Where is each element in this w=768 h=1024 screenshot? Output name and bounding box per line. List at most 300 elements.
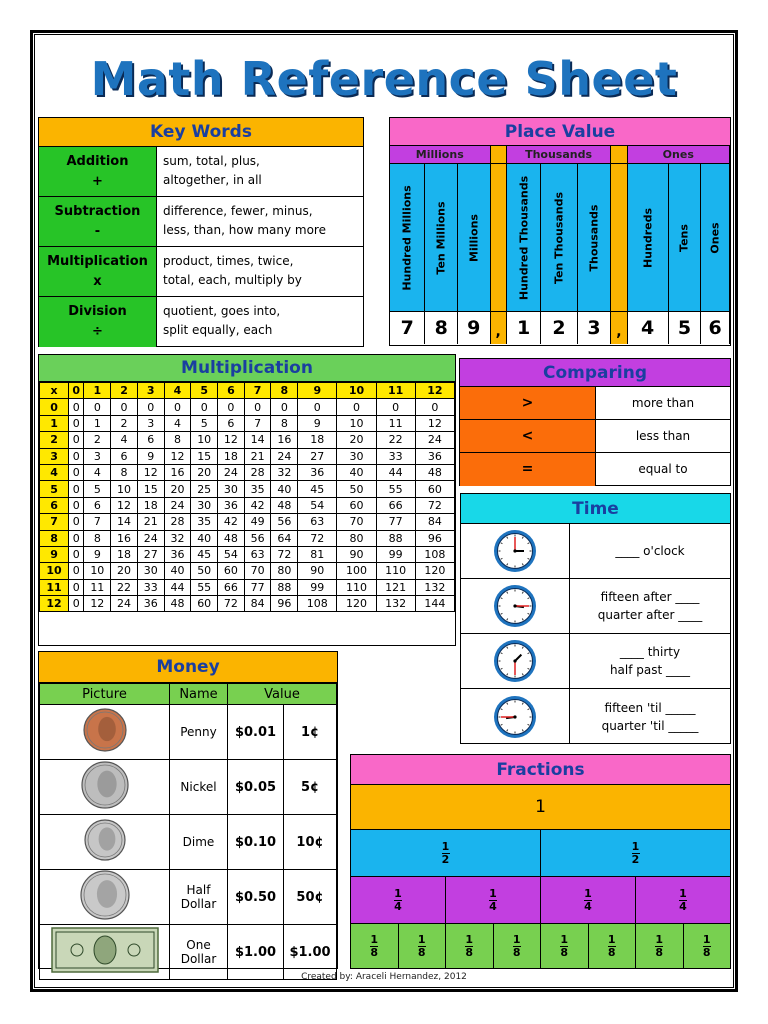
place-value-column bbox=[541, 164, 577, 311]
multiplication-cell: 81 bbox=[298, 546, 337, 562]
multiplication-cell: 24 bbox=[271, 448, 298, 464]
multiplication-cell: 0 bbox=[271, 399, 298, 415]
money-name bbox=[170, 870, 228, 925]
multiplication-cell: 80 bbox=[337, 530, 376, 546]
operation-name: Division bbox=[68, 304, 127, 319]
key-word-description bbox=[157, 247, 363, 296]
multiplication-cell: 132 bbox=[376, 596, 415, 612]
fraction bbox=[394, 886, 402, 913]
place-value-separator bbox=[611, 164, 627, 311]
multiplication-cell: 7 bbox=[244, 415, 271, 431]
fraction-denominator: 8 bbox=[465, 945, 474, 959]
place-value-digit: 4 bbox=[628, 312, 669, 344]
multiplication-cell: 70 bbox=[337, 514, 376, 530]
multiplication-cell: 22 bbox=[376, 432, 415, 448]
clock-icon bbox=[492, 528, 538, 574]
multiplication-cell: 21 bbox=[244, 448, 271, 464]
place-value-column-label: Ten Millions bbox=[434, 200, 448, 275]
operation-symbol: + bbox=[92, 174, 103, 189]
time-clock-cell bbox=[461, 689, 570, 744]
multiplication-cell: 40 bbox=[164, 563, 191, 579]
time-panel bbox=[460, 493, 731, 744]
fraction-numerator: 1 bbox=[584, 886, 592, 900]
multiplication-row bbox=[40, 481, 455, 497]
money-name-line: Half bbox=[186, 883, 211, 897]
multiplication-column-header: 5 bbox=[191, 383, 218, 399]
fraction-numerator: 1 bbox=[370, 932, 379, 946]
key-words-list bbox=[39, 147, 363, 347]
half-dollar-icon bbox=[50, 870, 160, 920]
fraction-numerator: 1 bbox=[465, 932, 474, 946]
comparing-row bbox=[460, 420, 730, 453]
multiplication-cell: 42 bbox=[244, 497, 271, 513]
comparing-list bbox=[460, 387, 730, 486]
money-cent-value: $1.00 bbox=[284, 925, 337, 980]
multiplication-cell: 0 bbox=[69, 432, 84, 448]
multiplication-cell: 84 bbox=[415, 514, 454, 530]
multiplication-cell: 0 bbox=[69, 448, 84, 464]
multiplication-cell: 6 bbox=[137, 432, 164, 448]
multiplication-cell: 108 bbox=[415, 546, 454, 562]
comparing-text: more than bbox=[631, 396, 695, 410]
multiplication-cell: 32 bbox=[271, 464, 298, 480]
operation-name: Subtraction bbox=[54, 204, 141, 219]
multiplication-row-header: 3 bbox=[40, 448, 69, 464]
key-word-line: difference, fewer, minus, bbox=[163, 204, 313, 218]
fraction bbox=[655, 932, 664, 959]
multiplication-cell: 30 bbox=[218, 481, 245, 497]
multiplication-cell: 12 bbox=[164, 448, 191, 464]
multiplication-cell: 24 bbox=[137, 530, 164, 546]
multiplication-cell: 18 bbox=[137, 497, 164, 513]
multiplication-cell: 14 bbox=[111, 514, 138, 530]
multiplication-cell: 84 bbox=[244, 596, 271, 612]
multiplication-cell: 88 bbox=[271, 579, 298, 595]
multiplication-cell: 16 bbox=[111, 530, 138, 546]
multiplication-cell: 21 bbox=[137, 514, 164, 530]
key-word-row bbox=[39, 197, 363, 247]
multiplication-row-header: 7 bbox=[40, 514, 69, 530]
dollar-bill-icon bbox=[50, 925, 160, 975]
multiplication-cell: 10 bbox=[337, 415, 376, 431]
multiplication-cell: 0 bbox=[69, 579, 84, 595]
multiplication-cell: 64 bbox=[271, 530, 298, 546]
money-name-line: Dime bbox=[182, 835, 215, 849]
money-row bbox=[40, 760, 337, 815]
place-value-digit: 2 bbox=[541, 312, 577, 344]
multiplication-cell: 0 bbox=[69, 415, 84, 431]
time-text bbox=[570, 689, 730, 744]
fraction-numerator: 1 bbox=[512, 932, 521, 946]
fraction-numerator: 1 bbox=[489, 886, 497, 900]
fraction-whole: 1 bbox=[535, 797, 546, 817]
place-value-panel bbox=[389, 117, 731, 346]
multiplication-cell: 2 bbox=[84, 432, 111, 448]
multiplication-cell: 18 bbox=[218, 448, 245, 464]
fraction bbox=[489, 886, 497, 913]
multiplication-cell: 14 bbox=[244, 432, 271, 448]
comparing-row bbox=[460, 387, 730, 420]
multiplication-column-header: 8 bbox=[271, 383, 298, 399]
place-value-comma: , bbox=[491, 312, 507, 344]
key-word-row bbox=[39, 147, 363, 197]
key-words-panel bbox=[38, 117, 364, 347]
multiplication-cell: 48 bbox=[271, 497, 298, 513]
fraction-denominator: 4 bbox=[394, 899, 402, 913]
multiplication-cell: 48 bbox=[218, 530, 245, 546]
multiplication-cell: 5 bbox=[191, 415, 218, 431]
multiplication-cell: 30 bbox=[191, 497, 218, 513]
multiplication-cell: 30 bbox=[337, 448, 376, 464]
operation-symbol: x bbox=[93, 274, 102, 289]
multiplication-cell: 10 bbox=[84, 563, 111, 579]
multiplication-cell: 72 bbox=[271, 546, 298, 562]
multiplication-cell: 20 bbox=[191, 464, 218, 480]
multiplication-row bbox=[40, 546, 455, 562]
multiplication-cell: 36 bbox=[218, 497, 245, 513]
place-value-column bbox=[701, 164, 730, 311]
multiplication-cell: 11 bbox=[84, 579, 111, 595]
fraction-cell bbox=[541, 924, 589, 968]
multiplication-cell: 36 bbox=[137, 596, 164, 612]
fraction bbox=[560, 932, 569, 959]
place-value-column-label: Hundred Millions bbox=[400, 184, 414, 291]
multiplication-cell: 35 bbox=[244, 481, 271, 497]
fraction-numerator: 1 bbox=[679, 886, 687, 900]
place-value-column-label: Tens bbox=[677, 223, 691, 252]
multiplication-cell: 55 bbox=[376, 481, 415, 497]
money-panel bbox=[38, 651, 338, 969]
multiplication-cell: 24 bbox=[415, 432, 454, 448]
multiplication-cell: 54 bbox=[218, 546, 245, 562]
multiplication-cell: 0 bbox=[376, 399, 415, 415]
place-value-column bbox=[578, 164, 612, 311]
multiplication-cell: 88 bbox=[376, 530, 415, 546]
multiplication-column-header: 3 bbox=[137, 383, 164, 399]
time-line: ____ o'clock bbox=[615, 544, 685, 558]
multiplication-row-header: 9 bbox=[40, 546, 69, 562]
multiplication-cell: 4 bbox=[84, 464, 111, 480]
multiplication-cell: 72 bbox=[218, 596, 245, 612]
multiplication-cell: 99 bbox=[298, 579, 337, 595]
multiplication-cell: 44 bbox=[164, 579, 191, 595]
multiplication-header-row bbox=[40, 383, 455, 399]
fraction-row-eighths bbox=[351, 924, 730, 968]
multiplication-cell: 27 bbox=[137, 546, 164, 562]
money-dollar-value: $0.05 bbox=[228, 760, 284, 815]
money-picture bbox=[40, 705, 170, 760]
clock-center bbox=[513, 549, 516, 552]
place-value-digit: 9 bbox=[458, 312, 491, 344]
place-value-column-label: Millions bbox=[467, 213, 481, 262]
multiplication-cell: 3 bbox=[137, 415, 164, 431]
multiplication-row-header: 5 bbox=[40, 481, 69, 497]
multiplication-row-header: 11 bbox=[40, 579, 69, 595]
key-word-line: sum, total, plus, bbox=[163, 154, 260, 168]
multiplication-cell: 72 bbox=[415, 497, 454, 513]
multiplication-cell: 0 bbox=[69, 563, 84, 579]
multiplication-cell: 66 bbox=[218, 579, 245, 595]
key-word-operation bbox=[39, 297, 157, 347]
multiplication-cell: 11 bbox=[376, 415, 415, 431]
key-word-operation bbox=[39, 197, 157, 246]
multiplication-cell: 0 bbox=[164, 399, 191, 415]
key-word-row bbox=[39, 297, 363, 347]
time-clock-cell bbox=[461, 634, 570, 688]
fraction bbox=[679, 886, 687, 913]
coin-profile bbox=[98, 717, 116, 741]
dime-icon bbox=[50, 815, 160, 865]
place-value-digit: 5 bbox=[669, 312, 702, 344]
key-words-title: Key Words bbox=[39, 118, 363, 147]
time-text bbox=[570, 579, 730, 633]
time-row bbox=[461, 579, 730, 634]
multiplication-cell: 36 bbox=[298, 464, 337, 480]
multiplication-cell: 48 bbox=[415, 464, 454, 480]
multiplication-cell: 132 bbox=[415, 579, 454, 595]
multiplication-cell: 8 bbox=[271, 415, 298, 431]
multiplication-cell: 15 bbox=[191, 448, 218, 464]
fraction-cell bbox=[351, 830, 541, 876]
key-word-line: less, than, how many more bbox=[163, 223, 326, 237]
multiplication-cell: 110 bbox=[337, 579, 376, 595]
key-word-line: product, times, twice, bbox=[163, 254, 294, 268]
fraction-cell bbox=[636, 924, 684, 968]
key-word-description bbox=[157, 197, 363, 246]
place-value-comma: , bbox=[611, 312, 627, 344]
money-name-line: Penny bbox=[180, 725, 217, 739]
multiplication-cell: 100 bbox=[337, 563, 376, 579]
place-value-column-label: Thousands bbox=[587, 204, 601, 271]
time-line: ____ thirty bbox=[619, 645, 681, 659]
place-value-column-label: Ones bbox=[708, 221, 722, 254]
key-word-operation bbox=[39, 247, 157, 296]
multiplication-cell: 0 bbox=[298, 399, 337, 415]
clock-center bbox=[513, 659, 516, 662]
money-header-value: Value bbox=[228, 684, 337, 705]
comparing-symbol: < bbox=[460, 420, 596, 452]
multiplication-cell: 0 bbox=[69, 546, 84, 562]
time-title: Time bbox=[461, 494, 730, 524]
coin-profile bbox=[96, 880, 116, 908]
multiplication-cell: 0 bbox=[244, 399, 271, 415]
place-value-column bbox=[669, 164, 702, 311]
fraction-denominator: 8 bbox=[370, 945, 379, 959]
multiplication-cell: 33 bbox=[376, 448, 415, 464]
multiplication-cell: 0 bbox=[69, 497, 84, 513]
comparing-text: less than bbox=[635, 429, 691, 443]
fraction-numerator: 1 bbox=[607, 932, 616, 946]
multiplication-cell: 66 bbox=[376, 497, 415, 513]
multiplication-column-header: 10 bbox=[337, 383, 376, 399]
multiplication-table bbox=[39, 382, 455, 612]
multiplication-cell: 24 bbox=[111, 596, 138, 612]
multiplication-cell: 48 bbox=[164, 596, 191, 612]
multiplication-cell: 25 bbox=[191, 481, 218, 497]
multiplication-cell: 0 bbox=[111, 399, 138, 415]
money-dollar-value: $0.50 bbox=[228, 870, 284, 925]
multiplication-corner: x bbox=[40, 383, 69, 399]
fraction-denominator: 8 bbox=[512, 945, 521, 959]
place-value-group: Thousands bbox=[507, 146, 611, 163]
multiplication-cell: 12 bbox=[415, 415, 454, 431]
multiplication-cell: 6 bbox=[84, 497, 111, 513]
multiplication-row-header: 2 bbox=[40, 432, 69, 448]
bill-portrait bbox=[94, 936, 116, 964]
multiplication-cell: 24 bbox=[218, 464, 245, 480]
fraction-numerator: 1 bbox=[655, 932, 664, 946]
multiplication-column-header: 12 bbox=[415, 383, 454, 399]
multiplication-cell: 10 bbox=[111, 481, 138, 497]
key-word-line: altogether, in all bbox=[163, 173, 262, 187]
multiplication-cell: 7 bbox=[84, 514, 111, 530]
clock-icon bbox=[492, 583, 538, 629]
place-value-column-label: Ten Thousands bbox=[552, 191, 566, 284]
place-value-separator bbox=[491, 164, 507, 311]
multiplication-cell: 2 bbox=[111, 415, 138, 431]
time-row bbox=[461, 634, 730, 689]
fraction-denominator: 8 bbox=[607, 945, 616, 959]
place-value-digit: 3 bbox=[578, 312, 612, 344]
multiplication-cell: 3 bbox=[84, 448, 111, 464]
multiplication-cell: 6 bbox=[111, 448, 138, 464]
fraction bbox=[631, 839, 640, 866]
comparing-row bbox=[460, 453, 730, 486]
multiplication-cell: 0 bbox=[69, 464, 84, 480]
multiplication-row-header: 6 bbox=[40, 497, 69, 513]
multiplication-cell: 0 bbox=[69, 514, 84, 530]
multiplication-cell: 35 bbox=[191, 514, 218, 530]
multiplication-panel bbox=[38, 354, 456, 646]
operation-symbol: ÷ bbox=[92, 324, 103, 339]
money-row bbox=[40, 705, 337, 760]
comparing-title: Comparing bbox=[460, 359, 730, 387]
multiplication-row bbox=[40, 415, 455, 431]
page-title: Math Reference Sheet bbox=[90, 52, 678, 106]
multiplication-cell: 16 bbox=[164, 464, 191, 480]
fraction-row-whole bbox=[351, 785, 730, 830]
fraction-numerator: 1 bbox=[560, 932, 569, 946]
key-word-description bbox=[157, 147, 363, 196]
money-cent-value: 10¢ bbox=[284, 815, 337, 870]
key-word-line: quotient, goes into, bbox=[163, 304, 281, 318]
place-value-group: Millions bbox=[390, 146, 491, 163]
fraction-cell bbox=[446, 924, 494, 968]
time-line: half past ____ bbox=[609, 663, 691, 677]
multiplication-cell: 60 bbox=[337, 497, 376, 513]
money-dollar-value: $0.10 bbox=[228, 815, 284, 870]
multiplication-cell: 96 bbox=[271, 596, 298, 612]
fraction-denominator: 8 bbox=[417, 945, 426, 959]
fraction-denominator: 4 bbox=[489, 899, 497, 913]
money-dollar-value: $1.00 bbox=[228, 925, 284, 980]
fraction-denominator: 2 bbox=[441, 852, 450, 866]
multiplication-cell: 42 bbox=[218, 514, 245, 530]
money-name-line: Nickel bbox=[180, 780, 217, 794]
money-header-picture: Picture bbox=[40, 684, 170, 705]
multiplication-cell: 121 bbox=[376, 579, 415, 595]
multiplication-cell: 9 bbox=[137, 448, 164, 464]
multiplication-cell: 0 bbox=[69, 481, 84, 497]
money-picture bbox=[40, 760, 170, 815]
key-word-line: total, each, multiply by bbox=[163, 273, 302, 287]
multiplication-cell: 18 bbox=[111, 546, 138, 562]
fraction-row-halves bbox=[351, 830, 730, 877]
multiplication-cell: 49 bbox=[244, 514, 271, 530]
multiplication-cell: 110 bbox=[376, 563, 415, 579]
comparing-symbol: = bbox=[460, 453, 596, 486]
multiplication-cell: 77 bbox=[244, 579, 271, 595]
fraction-cell bbox=[684, 924, 731, 968]
multiplication-cell: 80 bbox=[271, 563, 298, 579]
multiplication-cell: 32 bbox=[164, 530, 191, 546]
multiplication-cell: 40 bbox=[191, 530, 218, 546]
multiplication-cell: 6 bbox=[218, 415, 245, 431]
fraction-cell bbox=[351, 924, 399, 968]
multiplication-cell: 0 bbox=[69, 530, 84, 546]
money-picture bbox=[40, 815, 170, 870]
multiplication-cell: 18 bbox=[298, 432, 337, 448]
fraction-cell bbox=[636, 877, 730, 923]
place-value-column bbox=[507, 164, 541, 311]
multiplication-cell: 120 bbox=[337, 596, 376, 612]
multiplication-cell: 50 bbox=[191, 563, 218, 579]
multiplication-cell: 36 bbox=[415, 448, 454, 464]
multiplication-column-header: 6 bbox=[218, 383, 245, 399]
multiplication-cell: 72 bbox=[298, 530, 337, 546]
multiplication-cell: 24 bbox=[164, 497, 191, 513]
fraction bbox=[465, 932, 474, 959]
multiplication-cell: 99 bbox=[376, 546, 415, 562]
multiplication-cell: 90 bbox=[298, 563, 337, 579]
multiplication-cell: 0 bbox=[84, 399, 111, 415]
multiplication-cell: 40 bbox=[337, 464, 376, 480]
clock-center bbox=[513, 604, 516, 607]
multiplication-cell: 0 bbox=[69, 596, 84, 612]
money-picture bbox=[40, 870, 170, 925]
place-value-group: Ones bbox=[628, 146, 730, 163]
multiplication-row-header: 10 bbox=[40, 563, 69, 579]
multiplication-cell: 22 bbox=[111, 579, 138, 595]
fraction-denominator: 8 bbox=[702, 945, 711, 959]
multiplication-cell: 77 bbox=[376, 514, 415, 530]
multiplication-cell: 60 bbox=[218, 563, 245, 579]
multiplication-cell: 27 bbox=[298, 448, 337, 464]
multiplication-cell: 9 bbox=[84, 546, 111, 562]
place-value-column-label: Hundred Thousands bbox=[517, 175, 531, 300]
multiplication-cell: 28 bbox=[164, 514, 191, 530]
fraction bbox=[441, 839, 450, 866]
multiplication-cell: 55 bbox=[191, 579, 218, 595]
key-word-operation bbox=[39, 147, 157, 196]
fraction-cell bbox=[541, 830, 730, 876]
credit-line: Created by: Araceli Hernandez, 2012 bbox=[301, 972, 467, 982]
multiplication-cell: 63 bbox=[244, 546, 271, 562]
multiplication-cell: 1 bbox=[84, 415, 111, 431]
multiplication-cell: 20 bbox=[111, 563, 138, 579]
multiplication-cell: 8 bbox=[164, 432, 191, 448]
multiplication-cell: 56 bbox=[271, 514, 298, 530]
fraction-numerator: 1 bbox=[631, 839, 640, 853]
fraction-numerator: 1 bbox=[702, 932, 711, 946]
multiplication-cell: 9 bbox=[298, 415, 337, 431]
time-line: quarter after ____ bbox=[597, 608, 703, 622]
multiplication-cell: 45 bbox=[298, 481, 337, 497]
multiplication-cell: 70 bbox=[244, 563, 271, 579]
multiplication-cell: 54 bbox=[298, 497, 337, 513]
fraction-cell bbox=[446, 877, 541, 923]
time-row bbox=[461, 689, 730, 744]
